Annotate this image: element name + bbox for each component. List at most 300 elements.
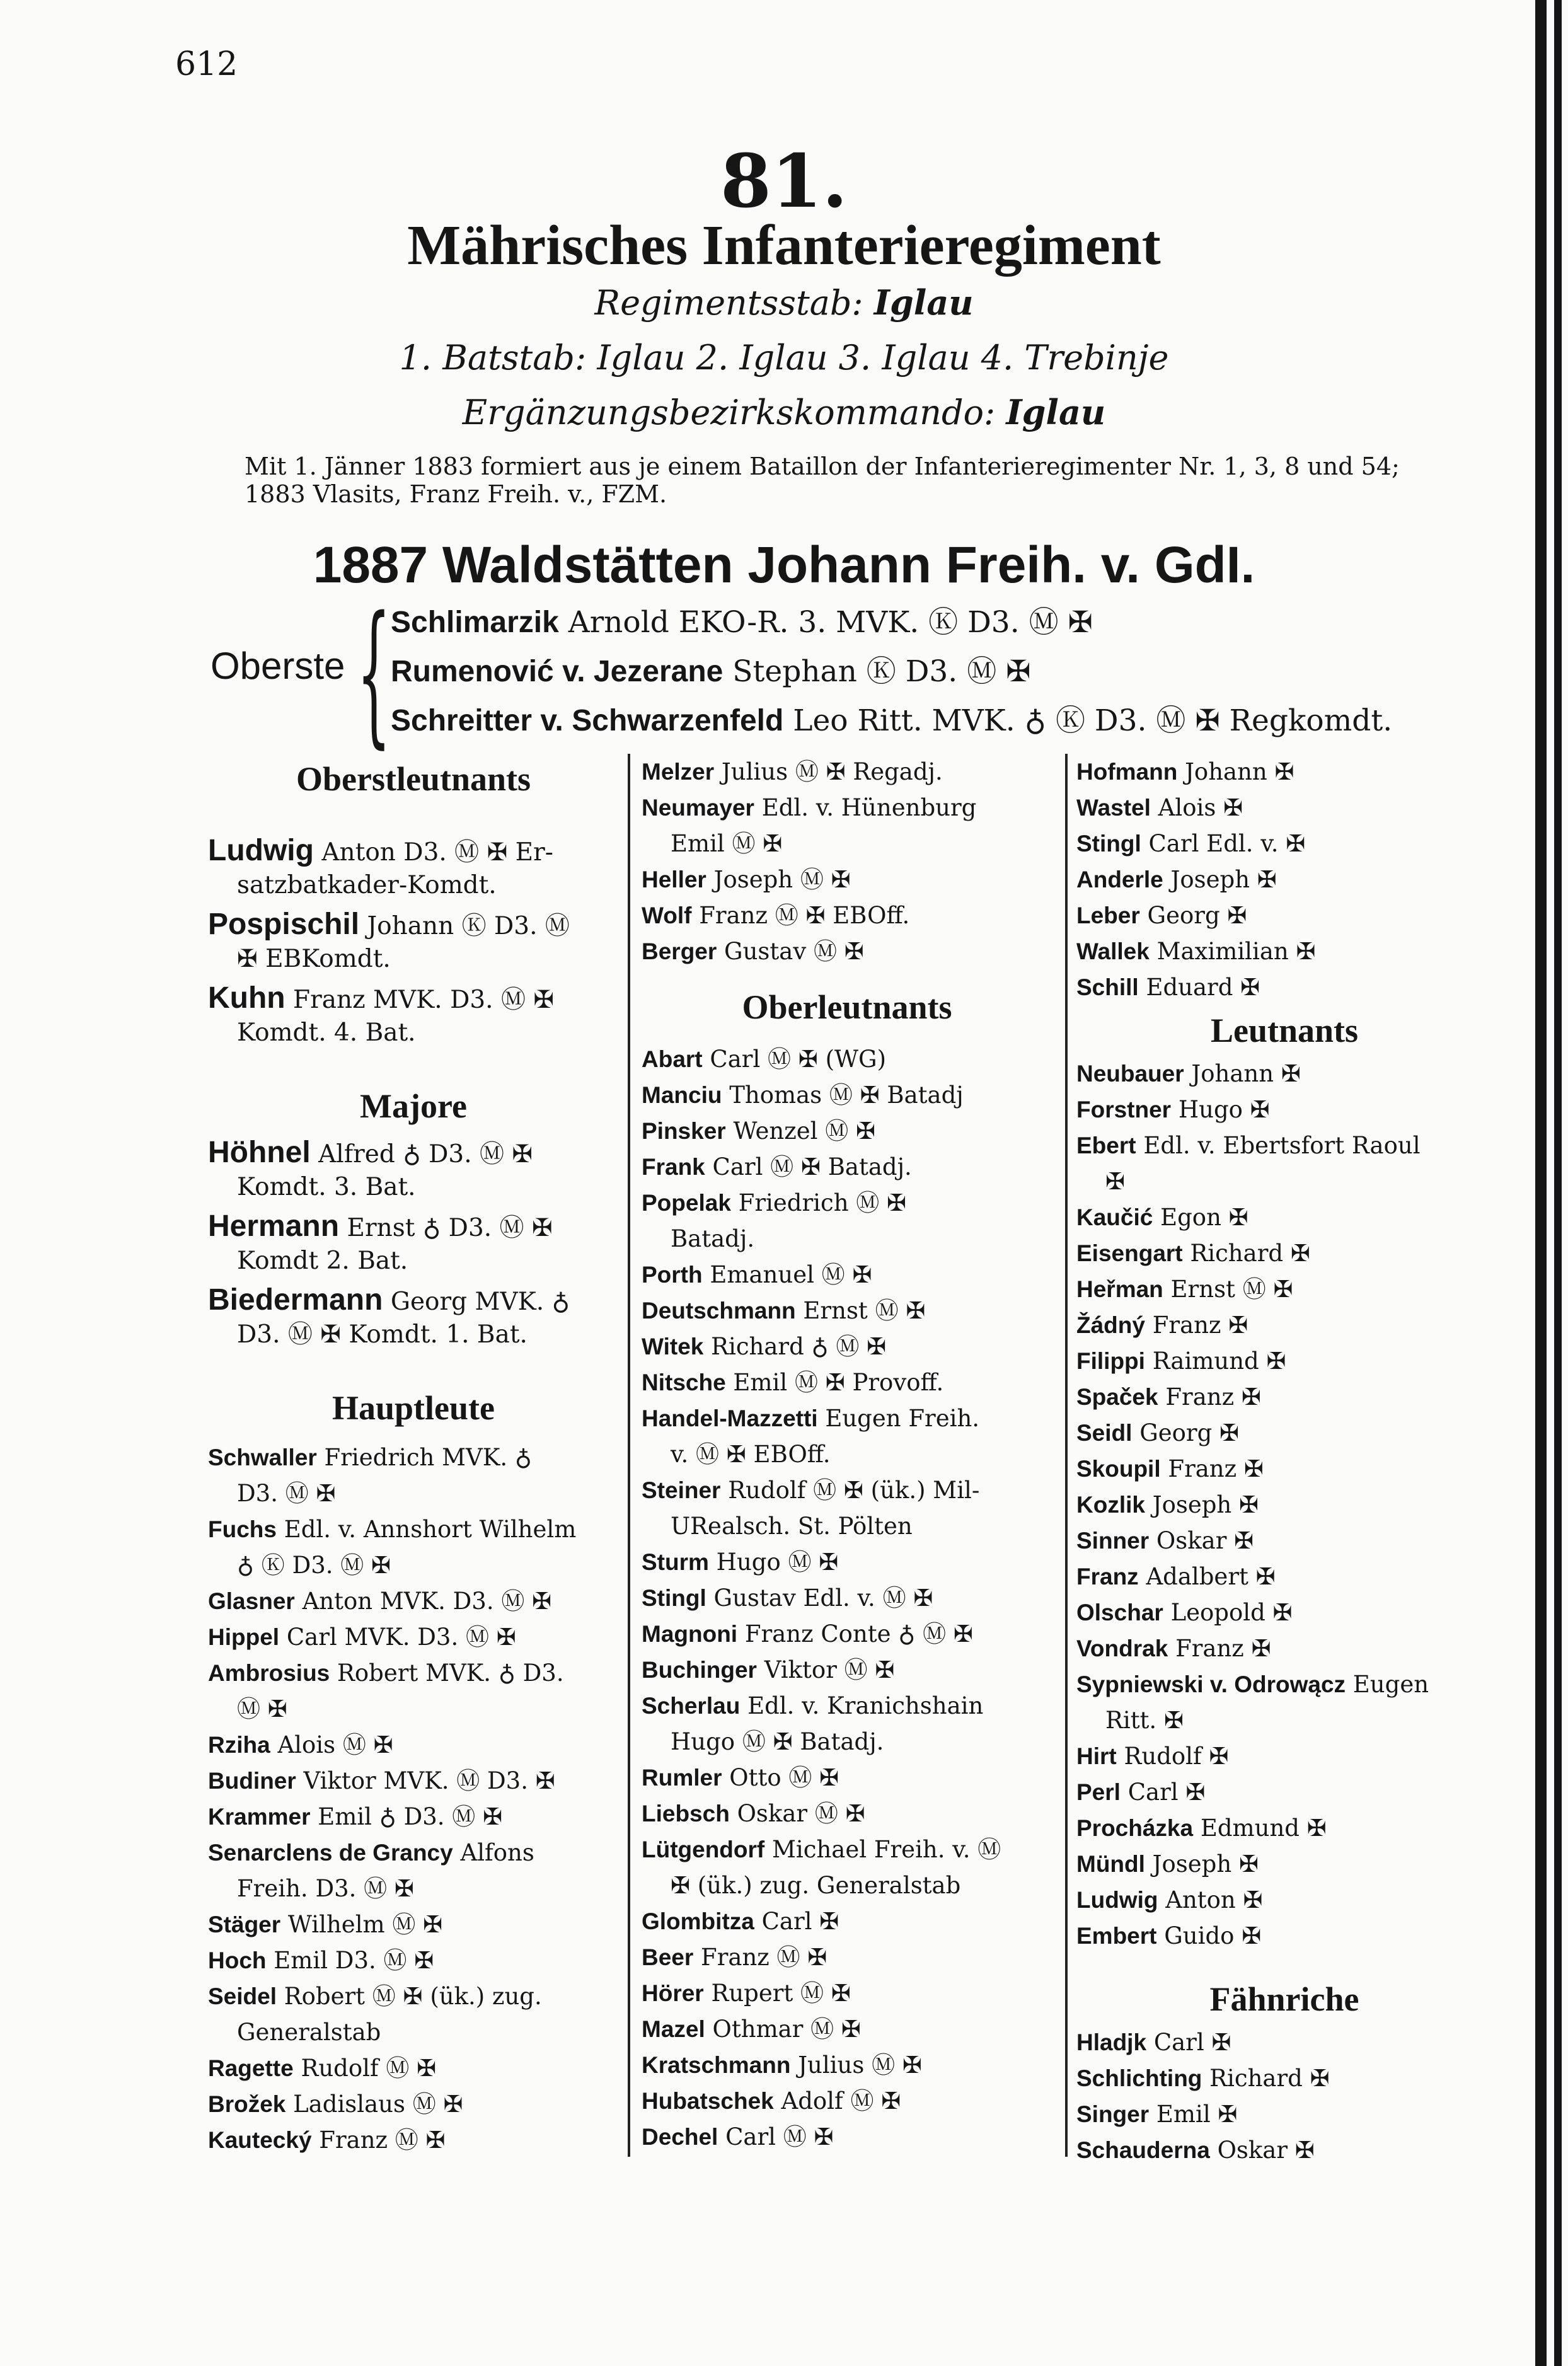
- officer-details: Julius Ⓜ ✠ Regadj.: [721, 758, 943, 785]
- officer-details: Hugo Ⓜ ✠: [716, 1549, 839, 1576]
- officer-name: Melzer: [642, 759, 715, 785]
- officer-entry: [642, 1652, 1052, 1688]
- staff-line: [0, 282, 1568, 323]
- officer-entry: [208, 2122, 619, 2158]
- officer-details-cont: ♁ Ⓚ D3. Ⓜ ✠: [237, 1552, 391, 1579]
- officer-entry: [642, 754, 1052, 790]
- oberste-label: Oberste: [210, 645, 345, 687]
- officer-name: Rziha: [208, 1732, 270, 1758]
- officer-details: Hugo ✠: [1178, 1096, 1270, 1123]
- officer-entry: [208, 1907, 619, 1942]
- officer-entry: [642, 1688, 1052, 1760]
- section-title-oberstleutnants: Oberstleutnants: [296, 760, 531, 798]
- officer-entry: [642, 1365, 1052, 1400]
- officer-name: Senarclens de Grancy: [208, 1840, 453, 1866]
- battalion-line: 1. Batstab: Iglau 2. Iglau 3. Iglau 4. Trebinje: [399, 338, 1169, 378]
- officer-details-cont: D3. Ⓜ ✠ Komdt. 1. Bat.: [237, 1320, 527, 1349]
- officer-entry: [208, 1583, 619, 1619]
- officer-name: Embert: [1076, 1923, 1157, 1949]
- officer-name: Wastel: [1076, 795, 1151, 821]
- officer-entry: [208, 2086, 619, 2122]
- section-title-leutnants: Leutnants: [1210, 1012, 1359, 1049]
- officer-entry: [1076, 1487, 1492, 1523]
- officer-name: Lütgendorf: [642, 1837, 765, 1862]
- officer-details: Guido ✠: [1164, 1922, 1262, 1949]
- officer-details: Franz Ⓜ ✠: [319, 2127, 446, 2154]
- officer-name: Sturm: [642, 1549, 709, 1575]
- officer-details-cont: ✠ EBKomdt.: [237, 945, 391, 973]
- officer-entry: [642, 2083, 1052, 2119]
- officer-name: Kautecký: [208, 2127, 312, 2153]
- officer-details: Arnold EKO-R. 3. MVK. Ⓚ D3. Ⓜ ✠: [568, 605, 1093, 640]
- officer-details: Franz MVK. D3. Ⓜ ✠: [293, 986, 555, 1014]
- section-title-majore: Majore: [360, 1087, 467, 1125]
- column-2: [642, 754, 1052, 2155]
- officer-details: Edl. v. Kranichshain: [747, 1692, 984, 1719]
- officer-entry: [642, 2011, 1052, 2047]
- officer-name: Stingl: [642, 1585, 706, 1611]
- officer-entry: [1076, 897, 1492, 933]
- officer-details: Georg MVK. ♁: [390, 1288, 570, 1316]
- officer-entry: [208, 1835, 619, 1907]
- officer-name: Höhnel: [208, 1136, 311, 1169]
- officer-entry: [642, 1185, 1052, 1257]
- officer-details: Johann ✠: [1191, 1060, 1301, 1087]
- officer-name: Pinsker: [642, 1118, 726, 1144]
- officer-entry: [208, 1210, 619, 1278]
- officer-entry: [1076, 2096, 1492, 2132]
- officer-entry: [642, 1580, 1052, 1616]
- officer-details: Alfred ♁ D3. Ⓜ ✠: [318, 1140, 533, 1169]
- officer-entry: [1076, 826, 1492, 862]
- officer-details: Leo Ritt. MVK. ♁ Ⓚ D3. Ⓜ ✠ Regkomdt.: [793, 703, 1393, 738]
- officer-entry: [1076, 2024, 1492, 2060]
- section-title-faehnriche: Fähnriche: [1209, 1980, 1359, 2018]
- officer-entry: [1076, 1882, 1492, 1918]
- officer-name: Nitsche: [642, 1370, 726, 1395]
- officer-name: Olschar: [1076, 1600, 1163, 1625]
- column-3: [1076, 754, 1492, 2168]
- officer-name: Biedermann: [208, 1283, 383, 1317]
- officer-details-cont: Hugo Ⓜ ✠ Batadj.: [671, 1728, 884, 1755]
- officer-details: Franz Ⓜ ✠: [701, 1944, 827, 1971]
- officer-name: Heller: [642, 867, 706, 892]
- officer-name: Glombitza: [642, 1908, 754, 1934]
- officer-name: Singer: [1076, 2101, 1150, 2127]
- officer-details: Emanuel Ⓜ ✠: [710, 1261, 872, 1288]
- staff-label: Regimentsstab:: [594, 283, 863, 323]
- officer-details: Rudolf Ⓜ ✠ (ük.) Mil-: [728, 1477, 980, 1504]
- officer-details-cont: Ritt. ✠: [1105, 1707, 1184, 1734]
- oberst-entry: [391, 697, 1392, 739]
- officer-details-cont: URealsch. St. Pölten: [671, 1513, 913, 1540]
- officer-details: Ernst Ⓜ ✠: [803, 1297, 926, 1324]
- officer-details: Franz Conte ♁ Ⓜ ✠: [744, 1620, 973, 1648]
- officer-name: Liebsch: [642, 1801, 730, 1826]
- faehnriche-list: [1076, 2024, 1492, 2168]
- oberleutnants-cont-list: [1076, 754, 1492, 1005]
- district-line: [0, 392, 1568, 432]
- officer-name: Hubatschek: [642, 2088, 774, 2114]
- officer-entry: [1076, 1056, 1492, 1092]
- officer-entry: [1076, 754, 1492, 790]
- inhaber: 1887 Waldstätten Johann Freih. v. GdI.: [313, 536, 1255, 594]
- officer-details: Stephan Ⓚ D3. Ⓜ ✠: [732, 654, 1031, 689]
- officer-entry: [642, 1113, 1052, 1149]
- hauptleute-list: [208, 1440, 619, 2158]
- district-label: Ergänzungsbezirkskommando:: [462, 393, 996, 432]
- officer-name: Frank: [642, 1154, 705, 1180]
- officer-entry: [1076, 790, 1492, 826]
- officer-name: Krammer: [208, 1804, 311, 1830]
- column-1: [208, 754, 619, 2158]
- officer-details: Joseph ✠: [1170, 866, 1277, 893]
- officer-entry: [1076, 2060, 1492, 2096]
- officer-details: Eduard ✠: [1146, 974, 1260, 1001]
- formation-note: 1883 Vlasits, Franz Freih. v., FZM.: [245, 480, 667, 508]
- officer-details-cont: Komdt. 3. Bat.: [237, 1173, 416, 1201]
- officer-details: Ladislaus Ⓜ ✠: [293, 2091, 463, 2118]
- officer-details: Georg ✠: [1147, 902, 1247, 929]
- officer-entry: [1076, 1738, 1492, 1774]
- officer-entry: [642, 1293, 1052, 1329]
- officer-entry: [642, 1329, 1052, 1365]
- officer-name: Ludwig: [1076, 1887, 1158, 1913]
- officer-entry: [642, 1760, 1052, 1796]
- officer-details: Oskar Ⓜ ✠: [737, 1800, 865, 1827]
- officer-name: Kaučić: [1076, 1204, 1153, 1230]
- officer-name: Brožek: [208, 2091, 286, 2117]
- officer-details: Raimund ✠: [1152, 1347, 1286, 1375]
- officer-name: Schlimarzik: [391, 606, 559, 639]
- officer-details: Emil ✠: [1156, 2101, 1238, 2128]
- officer-name: Schill: [1076, 974, 1139, 1000]
- officer-name: Sinner: [1076, 1528, 1150, 1554]
- officer-entry: [642, 1975, 1052, 2011]
- officer-entry: [1076, 1918, 1492, 1954]
- officer-details: Joseph ✠: [1152, 1850, 1259, 1878]
- officer-details: Thomas Ⓜ ✠ Batadj: [729, 1082, 964, 1109]
- officer-details-cont: Komdt. 4. Bat.: [237, 1019, 416, 1047]
- officer-details: Egon ✠: [1160, 1204, 1248, 1231]
- officer-entry: [208, 1440, 619, 1511]
- officer-name: Wolf: [642, 903, 692, 928]
- officer-entry: [1076, 1199, 1492, 1235]
- officer-entry: [208, 2050, 619, 2086]
- officer-name: Stäger: [208, 1912, 281, 1937]
- officer-entry: [642, 1832, 1052, 1903]
- officer-name: Perl: [1076, 1779, 1121, 1805]
- officer-details: Edl. v. Ebertsfort Raoul: [1143, 1132, 1421, 1159]
- officer-name: Witek: [642, 1334, 704, 1359]
- officer-details: Johann Ⓚ D3. Ⓜ: [367, 912, 570, 940]
- officer-name: Stingl: [1076, 831, 1141, 857]
- page-number: 612: [175, 45, 238, 83]
- officer-name: Žádný: [1076, 1312, 1145, 1338]
- officer-name: Ebert: [1076, 1133, 1136, 1158]
- brace-icon: {: [357, 584, 391, 763]
- officer-name: Seidl: [1076, 1420, 1133, 1446]
- officer-name: Budiner: [208, 1768, 296, 1794]
- formation-note: Mit 1. Jänner 1883 formiert aus je einem Bataillon der Infanterieregimenter Nr. 1, 3, 8 und 54;: [245, 453, 1400, 480]
- officer-name: Spaček: [1076, 1384, 1158, 1410]
- officer-entry: [642, 1939, 1052, 1975]
- officer-details: Adolf Ⓜ ✠: [781, 2087, 901, 2115]
- officer-details: Carl ✠: [761, 1908, 839, 1935]
- officer-details: Ernst ♁ D3. Ⓜ ✠: [347, 1214, 553, 1242]
- officer-details: Carl MVK. D3. Ⓜ ✠: [286, 1624, 516, 1651]
- officer-details: Anton MVK. D3. Ⓜ ✠: [302, 1588, 552, 1615]
- officer-details: Maximilian ✠: [1156, 938, 1316, 965]
- officer-name: Ludwig: [208, 834, 314, 867]
- officer-entry: [1076, 1630, 1492, 1666]
- officer-entry: [208, 1136, 619, 1204]
- officer-name: Porth: [642, 1262, 703, 1288]
- officer-entry: [642, 1041, 1052, 1077]
- oberleutnants-list: [642, 1041, 1052, 2155]
- officer-entry: [1076, 862, 1492, 897]
- officer-details: Franz Ⓜ ✠ EBOff.: [699, 902, 910, 929]
- officer-details-cont: ✠ (ük.) zug. Generalstab: [671, 1872, 961, 1899]
- regiment-number: 81.: [720, 139, 848, 224]
- oberst-entry: [391, 599, 1093, 641]
- officer-entry: [1076, 1559, 1492, 1595]
- officer-details: Rupert Ⓜ ✠: [711, 1980, 851, 2007]
- officer-details: Joseph ✠: [1152, 1491, 1259, 1518]
- officer-details: Eugen: [1352, 1671, 1429, 1698]
- officer-entry: [1076, 1846, 1492, 1882]
- officer-details: Johann ✠: [1185, 758, 1294, 785]
- regiment-name: Mährisches Infanterieregiment: [407, 214, 1161, 277]
- officer-name: Forstner: [1076, 1097, 1172, 1122]
- officer-name: Sypniewski v. Odrowącz: [1076, 1671, 1346, 1697]
- officer-entry: [208, 1978, 619, 2050]
- officer-details: Carl ✠: [1127, 1779, 1206, 1806]
- officer-entry: [208, 1727, 619, 1763]
- officer-details: Carl Ⓜ ✠ (WG): [710, 1046, 887, 1073]
- officer-entry: [208, 1763, 619, 1799]
- officer-name: Mazel: [642, 2016, 705, 2042]
- officer-name: Heřman: [1076, 1276, 1163, 1302]
- officer-name: Schlichting: [1076, 2065, 1202, 2091]
- officer-name: Popelak: [642, 1190, 731, 1216]
- officer-details-cont: Emil Ⓜ ✠: [671, 830, 783, 857]
- officer-details-cont: Batadj.: [671, 1225, 755, 1252]
- officer-details-cont: ✠: [1105, 1168, 1126, 1195]
- officer-details: Adalbert ✠: [1146, 1563, 1276, 1590]
- officer-name: Schauderna: [1076, 2137, 1210, 2163]
- officer-name: Manciu: [642, 1082, 722, 1108]
- officer-entry: [1076, 1092, 1492, 1128]
- section-title-oberleutnants: Oberleutnants: [742, 988, 952, 1026]
- staff-place: Iglau: [873, 282, 974, 323]
- officer-details: Alois ✠: [1158, 794, 1243, 821]
- officer-details: Richard ✠: [1209, 2065, 1330, 2092]
- officer-name: Mündl: [1076, 1851, 1145, 1877]
- officer-name: Fuchs: [208, 1516, 277, 1542]
- officer-details: Alfons: [460, 1839, 534, 1866]
- officer-name: Deutschmann: [642, 1298, 796, 1324]
- officer-details: Emil ♁ D3. Ⓜ ✠: [318, 1803, 503, 1830]
- officer-name: Procházka: [1076, 1815, 1194, 1841]
- officer-name: Vondrak: [1076, 1636, 1168, 1661]
- oberst-entry: [391, 648, 1031, 690]
- officer-entry: [642, 1077, 1052, 1113]
- officer-details: Emil Ⓜ ✠ Provoff.: [733, 1369, 944, 1396]
- officer-entry: [1076, 933, 1492, 969]
- officer-name: Handel-Mazzetti: [642, 1405, 818, 1431]
- officer-details: Joseph Ⓜ ✠: [713, 866, 851, 893]
- officer-name: Rumenović v. Jezerane: [391, 655, 723, 688]
- officer-name: Rumler: [642, 1765, 722, 1791]
- officer-entry: [1076, 1235, 1492, 1271]
- officer-details: Viktor Ⓜ ✠: [764, 1656, 895, 1683]
- officer-details: Carl Edl. v. ✠: [1148, 830, 1306, 857]
- officer-details: Franz ✠: [1165, 1383, 1261, 1411]
- officer-name: Seidel: [208, 1983, 277, 2009]
- officer-details: Otto Ⓜ ✠: [729, 1764, 839, 1791]
- officer-details: Franz ✠: [1175, 1635, 1271, 1662]
- officer-entry: [642, 1149, 1052, 1185]
- officer-details: Robert MVK. ♁ D3.: [337, 1659, 564, 1687]
- oberleutnants-cont-list: [642, 754, 1052, 969]
- officer-name: Glasner: [208, 1588, 295, 1614]
- officer-name: Scherlau: [642, 1693, 741, 1719]
- officer-name: Beer: [642, 1944, 694, 1970]
- officer-details: Rudolf Ⓜ ✠: [301, 2055, 437, 2082]
- officer-entry: [208, 1511, 619, 1583]
- officer-name: Skoupil: [1076, 1456, 1161, 1482]
- officer-details: Wenzel Ⓜ ✠: [733, 1117, 875, 1145]
- officer-entry: [642, 2119, 1052, 2155]
- officer-entry: [642, 1400, 1052, 1472]
- officer-entry: [1076, 969, 1492, 1005]
- officer-details: Othmar Ⓜ ✠: [712, 2016, 861, 2043]
- officer-name: Neumayer: [642, 795, 754, 821]
- officer-details-cont: D3. Ⓜ ✠: [237, 1480, 336, 1507]
- officer-details: Friedrich MVK. ♁: [324, 1444, 532, 1471]
- officer-details-cont: Freih. D3. Ⓜ ✠: [237, 1875, 414, 1902]
- officer-details: Julius Ⓜ ✠: [798, 2051, 922, 2079]
- officer-name: Kratschmann: [642, 2052, 791, 2078]
- officer-details-cont: satzbatkader-Komdt.: [237, 871, 497, 899]
- officer-details: Robert Ⓜ ✠ (ük.) zug.: [284, 1983, 542, 2010]
- officer-details: Oskar ✠: [1217, 2137, 1315, 2164]
- officer-details: Eugen Freih.: [825, 1405, 980, 1432]
- officer-entry: [1076, 1128, 1492, 1199]
- officer-details: Franz ✠: [1168, 1455, 1264, 1482]
- officer-entry: [1076, 1343, 1492, 1379]
- officer-entry: [1076, 1595, 1492, 1630]
- officer-entry: [642, 862, 1052, 897]
- officer-details: Ernst Ⓜ ✠: [1170, 1276, 1293, 1303]
- officer-name: Abart: [642, 1046, 703, 1072]
- officer-name: Steiner: [642, 1477, 721, 1503]
- officer-details: Edmund ✠: [1200, 1815, 1327, 1842]
- officer-name: Kuhn: [208, 981, 285, 1015]
- officer-name: Filippi: [1076, 1348, 1145, 1374]
- officer-details-cont: v. Ⓜ ✠ EBOff.: [671, 1441, 831, 1468]
- column-rule: [1065, 754, 1068, 2157]
- section-title-hauptleute: Hauptleute: [331, 1389, 495, 1427]
- officer-details: Wilhelm Ⓜ ✠: [287, 1911, 443, 1938]
- officer-name: Buchinger: [642, 1657, 757, 1683]
- officer-entry: [208, 834, 619, 902]
- officer-entry: [1076, 1523, 1492, 1559]
- officer-entry: [642, 2047, 1052, 2083]
- officer-details: Anton ✠: [1165, 1886, 1263, 1913]
- officer-details: Gustav Edl. v. Ⓜ ✠: [713, 1584, 933, 1612]
- officer-entry: [208, 1942, 619, 1978]
- officer-entry: [1076, 1666, 1492, 1738]
- officer-name: Eisengart: [1076, 1240, 1183, 1266]
- officer-name: Dechel: [642, 2124, 718, 2150]
- officer-name: Schreitter v. Schwarzenfeld: [391, 704, 784, 737]
- officer-name: Franz: [1076, 1564, 1139, 1590]
- officer-name: Hofmann: [1076, 759, 1178, 785]
- officer-name: Hörer: [642, 1980, 704, 2006]
- officer-name: Hoch: [208, 1948, 267, 1973]
- officer-details: Richard ♁ Ⓜ ✠: [711, 1333, 887, 1360]
- officer-details: Edl. v. Annshort Wilhelm: [284, 1516, 577, 1543]
- officer-details: Carl Ⓜ ✠: [725, 2123, 834, 2150]
- officer-entry: [642, 1472, 1052, 1544]
- officer-details: Emil D3. Ⓜ ✠: [274, 1947, 434, 1974]
- officer-entry: [1076, 1271, 1492, 1307]
- officer-entry: [1076, 1451, 1492, 1487]
- leutnants-list: [1076, 1056, 1492, 1954]
- officer-details-cont: Generalstab: [237, 2019, 381, 2046]
- officer-name: Magnoni: [642, 1621, 738, 1647]
- officer-name: Kozlik: [1076, 1492, 1145, 1518]
- officer-entry: [208, 1619, 619, 1655]
- officer-details: Michael Freih. v. Ⓜ: [772, 1836, 1001, 1863]
- officer-entry: [1076, 1307, 1492, 1343]
- officer-entry: [642, 1616, 1052, 1652]
- officer-entry: [642, 1257, 1052, 1293]
- officer-details: Carl Ⓜ ✠ Batadj.: [712, 1153, 912, 1180]
- officer-details: Edl. v. Hünenburg: [761, 794, 977, 821]
- officer-name: Leber: [1076, 903, 1140, 928]
- officer-entry: [642, 1903, 1052, 1939]
- officer-name: Hermann: [208, 1209, 340, 1243]
- officer-name: Berger: [642, 938, 717, 964]
- officer-details: Richard ✠: [1190, 1240, 1310, 1267]
- officer-details: Franz ✠: [1152, 1312, 1248, 1339]
- officer-details: Carl ✠: [1153, 2029, 1231, 2056]
- officer-name: Wallek: [1076, 938, 1150, 964]
- officer-entry: [1076, 1810, 1492, 1846]
- column-rule: [628, 754, 630, 2157]
- officer-entry: [208, 1799, 619, 1835]
- district-place: Iglau: [1006, 392, 1106, 432]
- officer-name: Neubauer: [1076, 1061, 1184, 1087]
- officer-entry: [642, 897, 1052, 933]
- officer-name: Hirt: [1076, 1743, 1117, 1769]
- officer-name: Schwaller: [208, 1445, 317, 1470]
- officer-entry: [208, 1284, 619, 1351]
- officer-entry: [642, 790, 1052, 862]
- officer-details: Leopold ✠: [1170, 1599, 1293, 1626]
- officer-name: Pospischil: [208, 908, 360, 941]
- officer-name: Ragette: [208, 2055, 294, 2081]
- officer-details: Rudolf ✠: [1124, 1743, 1229, 1770]
- officer-details: Anton D3. Ⓜ ✠ Er-: [321, 838, 553, 867]
- officer-name: Hladjk: [1076, 2029, 1147, 2055]
- officer-entry: [208, 1655, 619, 1727]
- officer-entry: [642, 1796, 1052, 1832]
- officer-entry: [208, 908, 619, 976]
